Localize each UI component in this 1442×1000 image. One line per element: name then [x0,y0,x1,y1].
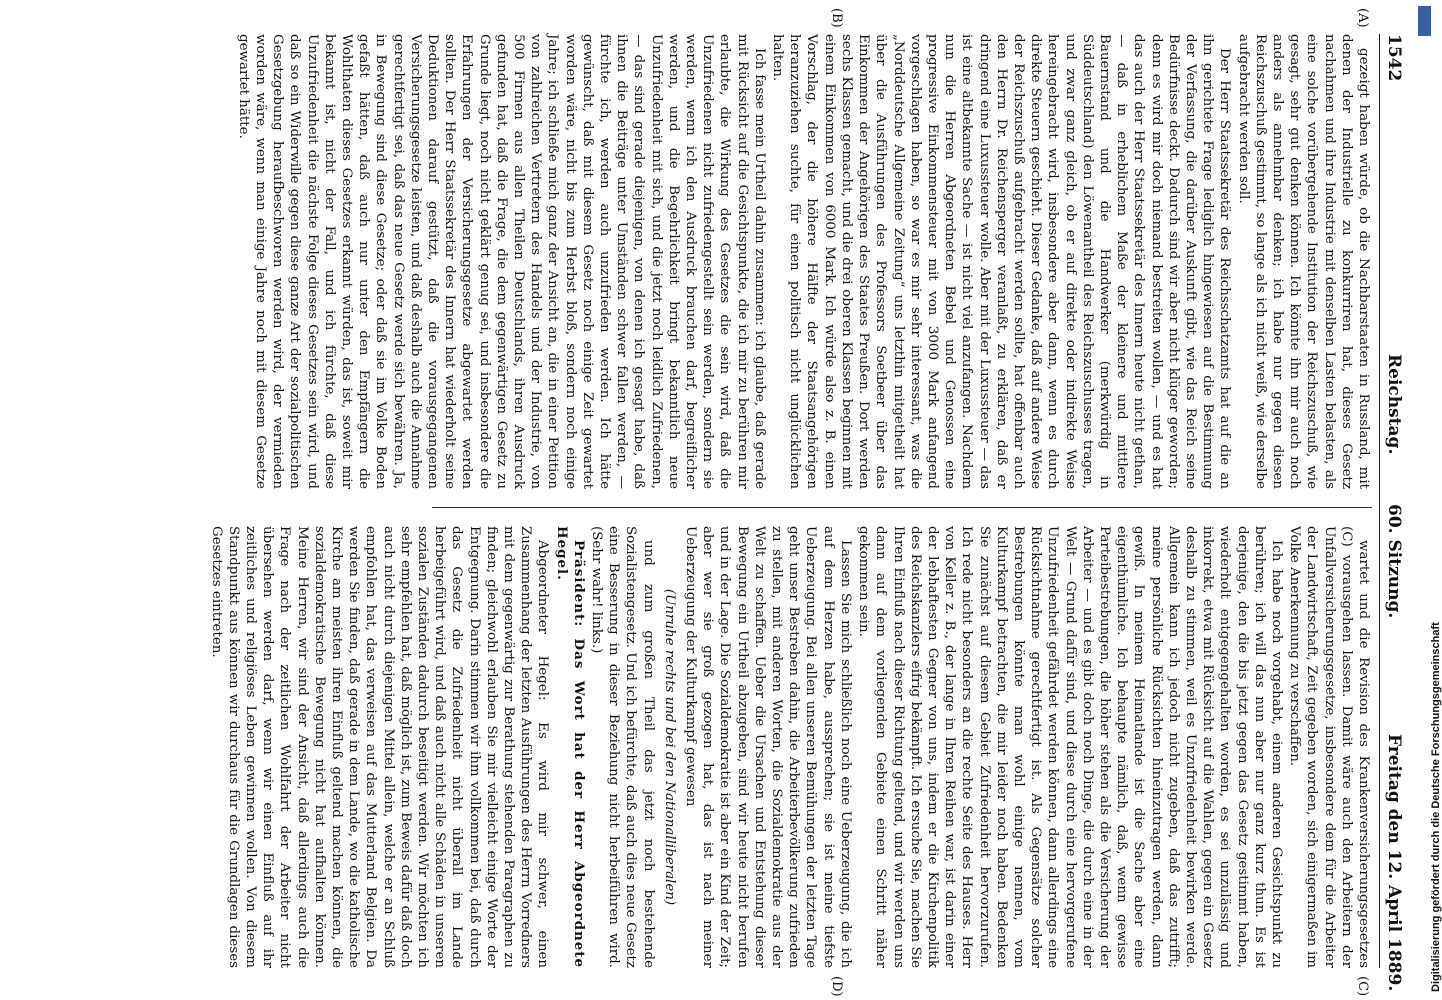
header-reichstag: Reichstag. [1384,354,1404,455]
left-column [235,34,1372,489]
margin-marker-d: (D) [829,976,844,997]
dfg-logo [1418,6,1431,36]
right-column [208,526,1372,968]
paragraph: gezeigt haben würde, ob die Nachbarstaaten in Russland, mit denen der Industrielle zu konkurriren hat, dieses Gesetz nachahmen und ihre Industrie mit denselben Lasten belasten, als eine solche vorübergehende Institution der Reichszuschuß, wie gesagt, sehr gut denken können. Ich könnte ihn mir auch noch anders als annehmbar denken; ich habe nur gegen diesen Reichszuschuß gestimmt, so lange als ich nicht weiß, wie derselbe aufgebracht werden soll. [1235,34,1371,489]
document-page [86,0,1416,1000]
margin-marker-c: (C) [1355,976,1370,997]
stage-direction: (Unruhe rechts und bei den Nationalliberalen) [661,588,677,906]
paragraph: Lassen Sie mich schließlich noch eine Ueberzeugung, die ich auf dem Herzen habe, aussprechen; sie ist meine tiefste Ueberzeugung. Bei allen unseren Bemühungen der letzten Tage geht unser Bestreben dahin, die Arbeiterbevölkerung zufrieden zu stellen, mit anderen Worten, die Sozialdemokratie aus der Welt zu schaffen. Ueber die Ursachen und Entstehung dieser Bewegung ein Urtheil abzugeben, sind wir heute nicht berufen und in der Lage. Die Sozialdemokratie ist aber ein Kind der Zeit; aber wer sie groß gezogen hat, das ist nach meiner Ueberzeugung der Kulturkampf gewesen [683,526,853,968]
margin-marker-a: (A) [1355,8,1370,28]
header-date: Freitag den 12. April 1889. [1384,734,1404,992]
paragraph: Der Herr Staatssekretär des Reichsschatzamts hat auf die an ihn gerichtete Frage lediglich hingewiesen auf die Bestimmung der Verfassung, die darüber Auskunft gibt, wie das Reich seine Bedürfnisse deckt. Dadurch sind wir aber nicht klüger geworden; denn es wird mir doch niemand bestreiten wollen, — und es hat das auch der Herr Staatssekretär des Innern heute nicht gethan, — daß in erheblichem Maße der kleinere und mittlere Bauernstand und die Handwerker (merkwürdig in Süddeutschland) den Löwenantheil des Reichszuschusses tragen, und zwar ganz gleich, ob er auf direkte oder indirekte Weise hereingebracht wird, insbesondere aber dann, wenn es durch direkte Steuern geschieht. Dieser Gedanke, daß auf andere Weise der Reichszuschuß aufgebracht werden sollte, hat offenbar auch den Herrn Dr. Reichensperger veranlaßt, zu erklären, daß er dringend eine Luxussteuer wolle. Aber mit der Luxussteuer — das ist eine altbekannte Sache — ist nicht viel anzufangen. Nachdem nun die Herren Abgeordneten Bebel und Genossen eine progressive Einkommensteuer mit von 3000 Mark anfangend vorgeschlagen haben, so war es mir sehr interessant, was die „Norddeutsche Allgemeine Zeitung“ uns letzthin mitgetheilt hat über die Ausführungen des Professors Soetbeer über das Einkommen der Angehörigen des Staates Preußen. Dort werden sechs Klassen gemacht, und die drei oberen Klassen beginnen mit einem Einkommen von 6000 Mark. Ich würde also z. B. einen Vorschlag, der die höhere Hälfte der Staatsangehörigen heranzuziehen suchte, für einen politisch nicht unglücklichen halten. [770,34,1233,489]
speaker-paragraph: Präsident: Das Wort hat der Herr Abgeordnete Hegel. [553,526,587,968]
paragraph: und zum großen Theil das jetzt noch bestehende Sozialistengesetz. Und ich befürchte, daß auch dies neue Gesetz eine Besserung in dieser Beziehung nicht herbeiführen wird. (Sehr wahr! links.) [589,526,656,968]
paragraph: Abgeordneter Hegel: Es wird mir schwer, einen Zusammenhang der letzten Ausführungen des Herrn Vorredners mit dem gegenwärtig zur Berathung stehenden Paragraphen zu finden; gleichwohl erlauben Sie mir vielleicht einige Worte der Entgegnung. Darin stimmen wir ihm vollkommen bei, daß durch das Gesetz die Zufriedenheit nicht überall im Lande herbeigeführt wird, und daß auch nicht alle Schäden in unseren sozialen Zuständen dadurch beseitigt werden. Wir möchten ich sehr empfehlen hat, daß möglich ist, zum Beweis dafür daß doch auch nicht durch diejenigen Mittel allein, welche er an Schluß empfohlen hat, das verweisen auf das Mutterland Belgien. Da werden Sie finden, daß gerade in dem Lande, wo die katholische Kirche am meisten ihren Einfluß geltend machen können, die sozialdemokratische Bewegung nicht hat aufhalten können. Meine Herren, wir sind der Ansicht, daß allerdings auch die Frage nach der zeitlichen Wohlfahrt der Arbeiter nicht übersehen werden darf, wenn wir einen Einfluß auf ihr zeitliches und religiöses Leben gewinnen wollen. Von diesem Standpunkt aus können wir durchaus für die Grundlagen dieses Gesetzes eintreten. [208,526,551,968]
digitization-note: Digitalisierung gefördert durch die Deutsche Forschungsgemeinschaft [1430,622,1442,992]
header-sitzung: 60. Sitzung. [1384,504,1404,619]
page-header [1379,34,1410,992]
paragraph: wartet und die Revision des Krankenversicherungsgesetzes (C) vorausgehen lassen. Damit wäre auch den Arbeitern der Unfallversicherungsgesetze, insbesondere dem für die Arbeiter der Landwirtschaft, Zeit gegeben worden, sich einigermaßen im Volke Anerkennung zu verschaffen. [1287,526,1371,968]
paragraph: Ich habe noch vorgehabt, einem anderen Gesichtspunkt zu berühren; ich will das nun aber nur ganz kurz thun. Es ist derjenige, den die bis jetzt gegen das Gesetz gestimmt haben, wiederholt entgegengehalten worden, es sei unzulässig und inkorrekt, etwa mit Rücksicht auf die Wahlen, gegen ein Gesetz deshalb zu stimmen, weil es Unzufriedenheit bewirken werde. Allgemein kann ich jedoch nicht zugeben, daß das zutrifft; meine persönliche Rücksichten hineinzutragen werden, dann gewiß. In meinem Heimatlande ist die Sache aber eine eigenthümliche. Ich behaupte nämlich, daß, wenn gewisse Parteibestrebungen, die höher stehen als die Versicherung der Arbeiter — und es gibt doch noch Dinge, die durch eine in der Welt — Grund dafür sind, und diese durch eine hervorgerufene Unzufriedenheit gefährdet werden können, dann allerdings eine Rücksichtnahme gerechtfertigt ist. Als Gegensätze solcher Bestrebungen könnte man wohl einige nennen, vom Kulturkampf betrachten, die mir leider noch haben. Bedenken Sie zunächst auf diesem Gebiet Zufriedenheit hervorzurufen. Ich rede nicht besonders an die rechte Seite des Hauses. Herr von Keller z. B., der lange in Ihren Reihen war, ist darin einer der lebhaftesten Gegner von uns, indem er die Kirchenpolitik des Reichskanzlers eifrig bekämpft. Ich ersuche Sie, machen Sie Ihren Einfluß nach dieser Richtung geltend, und wir werden uns dann auf dem vorliegenden Gebiete einen Schritt näher gekommen sein. [856,526,1284,968]
paragraph: Ich fasse mein Urtheil dahin zusammen: ich glaube, daß gerade mit Rücksicht auf die Gesichtspunkte, die ich mir zu berühren mir erlaubte, die Wirkung des Gesetzes die sein wird, daß die Unzufriedenen nicht zufriedengestellt sein werden, sondern sie werden, wenn ich den Ausdruck brauchen darf, begreiflicher werden, und die Begehrlichkeit bringt bekanntlich neue Unzufriedenheit mit sich, und die jetzt noch leidlich Zufriedenen, — das sind gerade diejenigen, von denen ich gesagt habe, daß ihnen die Beiträge unter Umständen schwer fallen werden, — fürchte ich, werden auch unzufrieden werden. Ich hätte gewünscht, daß mit diesem Gesetz noch einige Zeit gewartet worden wäre, nicht bis zum Herbst bloß, sondern noch einige Jahre; ich schließe mich ganz der Ansicht an, die in einer Petition von zahlreichen Vertretern des Handels und der Industrie, von 500 Firmen aus allen Theilen Deutschlands, ihren Ausdruck gefunden hat, daß die Frage, die dem gegenwärtigen Gesetz zu Grunde liegt, noch nicht geklärt genug sei, und insbesondere die Erfahrungen der Versicherungsgesetze abgewartet werden sollten. Der Herr Staatssekretär des Innern hat wiederholt seine Deduktionen darauf gestützt, daß die vorausgegangenen Versicherungsgesetze leisten, und daß deshalb auch die Annahme gerechtfertigt sei, daß das neue Gesetz werde sich bewähren. Ja, in Bewegung sind diese Gesetze; oder daß sie im Volke Boden gefaßt hätten, daß auch nur unter den Empfängern die Wohlthaten dieses Gesetzes erkannt würden, das ist, soweit mir bekannt ist, nicht der Fall, und ich fürchte, daß diese Unzufriedenheit die nächste Folge dieses Gesetzes sein wird, und daß so ein Widerwille gegen diese ganze Art der sozialpolitischen Gesetzgebung heraufbeschworen werden wird, der vermieden worden wäre, wenn man einige Jahre noch mit diesem Gesetze gewartet hätte. [235,34,767,489]
margin-marker-b: (B) [829,8,844,28]
column-divider [432,507,1372,508]
page-number: 1542 [1384,34,1404,82]
